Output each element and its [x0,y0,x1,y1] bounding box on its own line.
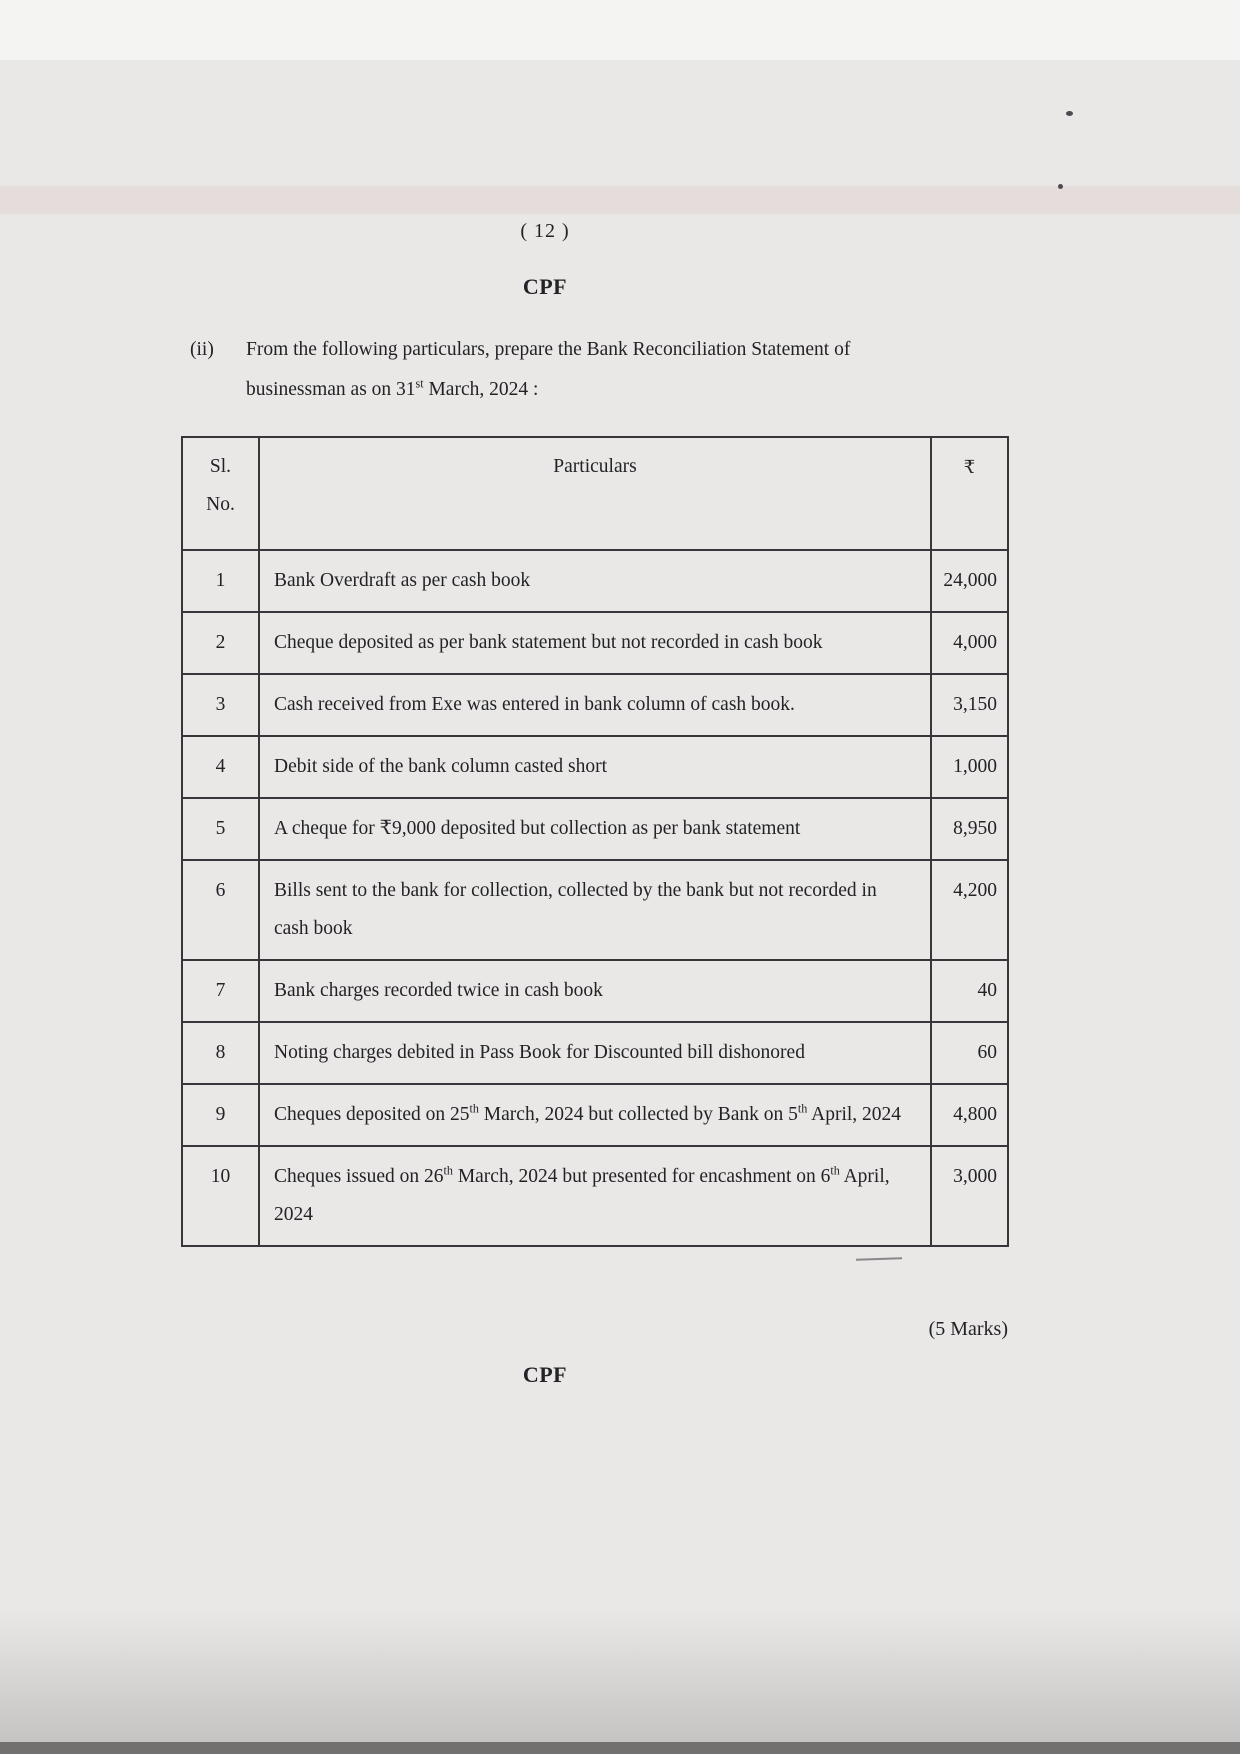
particulars-cell: Noting charges debited in Pass Book for Discounted bill dishonored [259,1022,931,1084]
table-header-row [182,437,1008,550]
table-body [182,550,1008,1246]
table-row [182,674,1008,736]
question-line-2: businessman as on 31st March, 2024 : [246,376,539,400]
amount-cell: 1,000 [931,736,1008,798]
particulars-table [181,436,1009,1247]
sl-no-cell: 4 [182,736,259,798]
amount-header: ₹ [931,437,1008,550]
question-label: (ii) [190,339,214,360]
table-row [182,960,1008,1022]
particulars-cell: Cheques deposited on 25th March, 2024 but collected by Bank on 5th April, 2024 [259,1084,931,1146]
amount-cell: 4,800 [931,1084,1008,1146]
particulars-cell: Bank Overdraft as per cash book [259,550,931,612]
table-header [182,437,1008,550]
sl-no-cell: 6 [182,860,259,960]
table-row [182,736,1008,798]
amount-cell: 24,000 [931,550,1008,612]
sl-no-cell: 3 [182,674,259,736]
question-line-1: From the following particulars, prepare the Bank Reconciliation Statement of [246,339,851,360]
table-row [182,550,1008,612]
table-row [182,798,1008,860]
table-row [182,612,1008,674]
scan-artifact [0,1610,1240,1742]
sl-no-header-line-1: Sl. [209,456,232,477]
sl-no-header [182,437,259,550]
question-block [190,330,1020,410]
scan-artifact [0,0,1240,60]
amount-cell: 3,000 [931,1146,1008,1246]
particulars-cell: A cheque for ₹9,000 deposited but collection as per bank statement [259,798,931,860]
particulars-cell: Bills sent to the bank for collection, collected by the bank but not recorded in cash book [259,860,931,960]
sl-no-cell: 5 [182,798,259,860]
particulars-header: Particulars [259,437,931,550]
marks-label: (5 Marks) [928,1318,1008,1340]
amount-cell: 8,950 [931,798,1008,860]
amount-cell: 40 [931,960,1008,1022]
scan-artifact [0,186,1240,214]
amount-cell: 60 [931,1022,1008,1084]
scan-artifact [1058,184,1063,189]
particulars-cell: Cheques issued on 26th March, 2024 but presented for encashment on 6th April, 2024 [259,1146,931,1246]
header-title: CPF [522,274,568,299]
amount-cell: 4,000 [931,612,1008,674]
amount-cell: 3,150 [931,674,1008,736]
sl-no-cell: 10 [182,1146,259,1246]
sl-no-cell: 2 [182,612,259,674]
sl-no-header-line-2: No. [206,494,235,515]
particulars-cell: Cheque deposited as per bank statement but not recorded in cash book [259,612,931,674]
sl-no-cell: 9 [182,1084,259,1146]
amount-cell: 4,200 [931,860,1008,960]
scan-artifact [856,1257,902,1261]
table-row [182,1084,1008,1146]
scan-artifact [0,1742,1240,1754]
sl-no-cell: 1 [182,550,259,612]
table-row [182,860,1008,960]
table-row [182,1022,1008,1084]
particulars-cell: Bank charges recorded twice in cash book [259,960,931,1022]
particulars-cell: Cash received from Exe was entered in bank column of cash book. [259,674,931,736]
footer-title: CPF [522,1362,568,1387]
page-number: ( 12 ) [520,220,570,242]
question-text [246,330,1020,410]
scan-artifact [1066,111,1073,116]
table-row [182,1146,1008,1246]
sl-no-cell: 8 [182,1022,259,1084]
particulars-cell: Debit side of the bank column casted short [259,736,931,798]
sl-no-cell: 7 [182,960,259,1022]
